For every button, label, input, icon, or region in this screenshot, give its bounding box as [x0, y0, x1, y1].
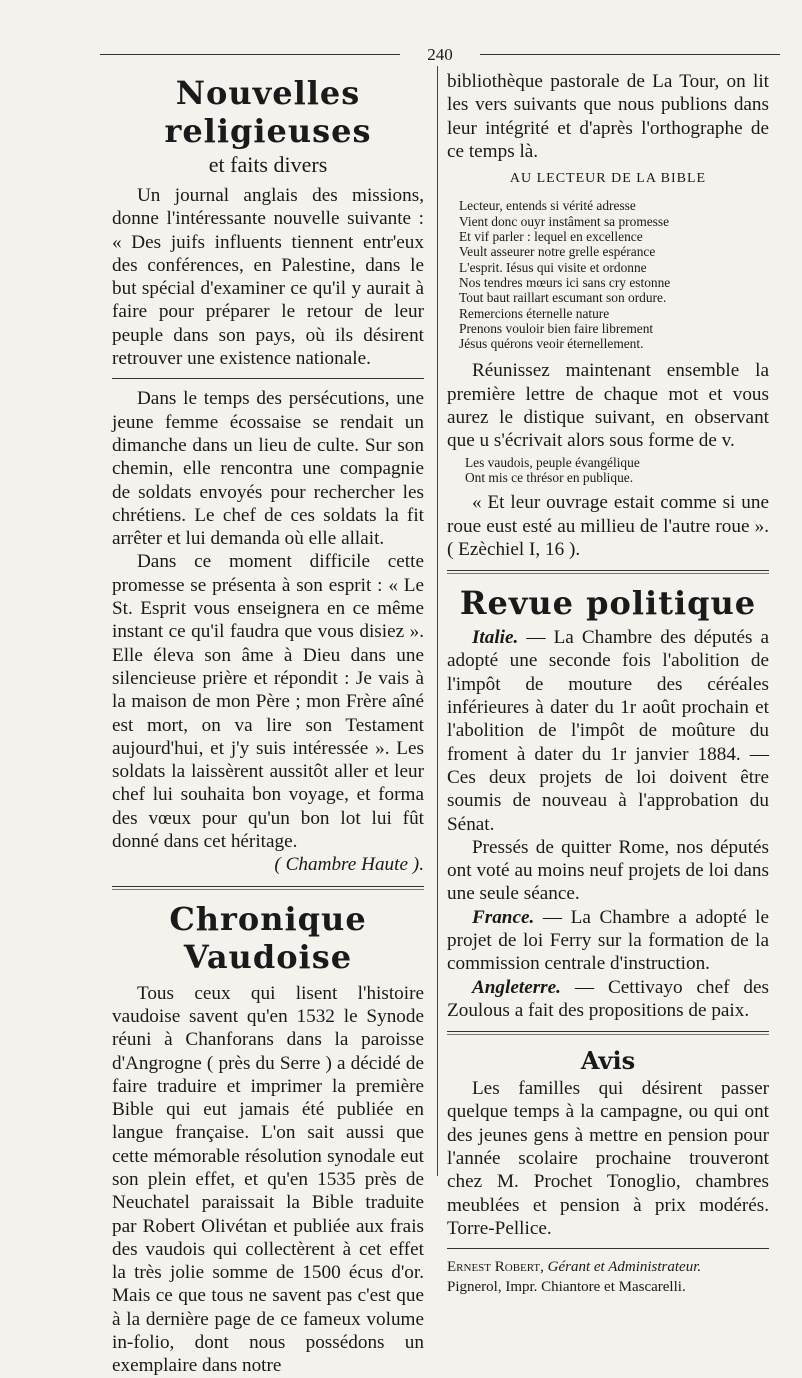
page-number: 240 — [100, 46, 780, 63]
publisher-role: Gérant et Administrateur. — [543, 1259, 702, 1276]
poem-line: Et vif parler : lequel en excellence — [459, 229, 643, 245]
poem-line: Vient donc ouyr instâment sa promesse — [459, 213, 670, 229]
article-paragraph: Réunissez maintenant ensemble la première lettre de chaque mot et vous aurez le distique suivant, en observant que u s'écrivait alors sous forme de v. — [447, 360, 769, 452]
article-paragraph: Dans le temps des persécutions, une jeune femme écossaise se rendait un dimanche dans un lieu de culte. Sur son chemin, elle rencontra une compagnie de soldats envoyés pour rechercher les chrétiens. Le chef de ces soldats la fit arrêter et lui demanda où elle allait. — [112, 388, 424, 550]
separator — [447, 1031, 769, 1035]
poem-line: Nos tendres mœurs ici sans cry estonne — [459, 274, 671, 290]
left-column — [112, 70, 424, 1378]
article-paragraph: « Et leur ouvrage estait comme si une roue eust esté au millieu de l'autre roue ». ( Ezèchiel I, 16 ). — [447, 492, 769, 560]
news-text: — La Chambre a adopté le projet de loi Ferry sur la formation de la commission centrale d'instruction. — [447, 906, 769, 975]
section-title-nouvelles: Nouvelles religieuses — [164, 74, 372, 150]
poem-line: Jésus quérons veoir éternellement. — [459, 336, 644, 352]
news-france — [447, 906, 769, 976]
separator — [112, 886, 424, 890]
poem-line: L'esprit. Iésus qui visite et ordonne — [459, 259, 647, 275]
article-paragraph: Tous ceux qui lisent l'histoire vaudoise savent qu'en 1532 le Synode réuni à Chanforans dans la paroisse d'Angrogne ( près du Serre ) a décidé de faire traduire et imprimer la première Bible qui eut jamais été publiée en langue française. L'on sait aussi que cette mémorable résolution synodale eut son plein effet, et qu'en 1535 près de Neuchatel paraissait la Bible traduite par Robert Olivétan et publiée aux frais des vaudois qui collectèrent à cet effet la très jolie somme de 1500 écus d'or. Mais ce que tous ne savent pas c'est que à la dernière page de ce fameux volume in-folio, dont nous possédons un exemplaire dans notre — [112, 982, 424, 1377]
right-column — [447, 70, 769, 1297]
notice-text: Les familles qui désirent passer quelque temps à la campagne, ou qui ont des jeunes gens à mettre en pension pour l'année scolaire prochaine trouveront chez M. Prochet Tonoglio, chambres meublées et pension à prix modérés. Torre-Pellice. — [447, 1078, 769, 1239]
separator — [447, 1248, 769, 1249]
distich-line: Ont mis ce thrésor en publique. — [465, 469, 634, 485]
news-text: — La Chambre des députés a adopté une seconde fois l'abolition de l'impôt de mouture des céréales inférieures à dater du 1r août prochain et l'abolition de l'impôt de moûture du froment à dater du 1r janvier 1884. — Ces deux projets de loi doivent être soumis de nouveau à l'approbation du Sénat. — [447, 627, 769, 835]
section-title-revue: Revue politique — [459, 584, 757, 623]
article-paragraph: bibliothèque pastorale de La Tour, on lit les vers suivants que nous publions dans leur intégrité et d'après l'orthographe de ce temps là. — [447, 71, 769, 162]
distich-line: Les vaudois, peuple évangélique — [465, 454, 640, 470]
poem-line: Lecteur, entends si vérité adresse — [459, 198, 636, 214]
section-subtitle-faits-divers: et faits divers — [208, 152, 328, 177]
publisher-name: Ernest Robert, — [447, 1259, 544, 1276]
poem-title: AU LECTEUR DE LA BIBLE — [509, 171, 707, 187]
poem — [459, 198, 769, 351]
column-divider — [437, 66, 438, 1176]
printer-line: Pignerol, Impr. Chiantore et Mascarelli. — [447, 1279, 686, 1296]
article-paragraph: Un journal anglais des missions, donne l'intéressante nouvelle suivante : « Des juifs influents tiennent entr'eux des conférences, en Palestine, dans le but spécial d'examiner ce qu'il y aurait à faire pour préparer le retour de leur peuple dans son pays, où ils désirent retrouver une existence nationale. — [112, 185, 424, 370]
news-angleterre — [447, 976, 769, 1023]
poem-line: Tout baut raillart escumant son ordure. — [459, 290, 667, 306]
poem-line: Remercions éternelle nature — [459, 305, 610, 321]
section-title-chronique: Chronique Vaudoise — [169, 899, 367, 976]
poem-line: Prenons vouloir bien faire librement — [459, 320, 654, 336]
distich — [465, 455, 769, 486]
news-italie — [447, 626, 769, 836]
notice-title: Avis — [580, 1046, 636, 1076]
country-label: Italie. — [471, 627, 519, 649]
article-paragraph: Dans ce moment difficile cette promesse se présenta à son esprit : « Le St. Esprit vous enseignera en ce même instant ce qu'il faudra que vous disiez ». Elle éleva son âme à Dieu dans une silencieuse prière et répondit : Je vais à la maison de mon Père ; mon Frère aîné est mort, on va lire son Testament aujourd'hui, et j'y suis intéressée ». Les soldats la laissèrent aussitôt aller et leur chef lui souhaita bon voyage, et forma des vœux pour qu'un bon lot lui fût donné dans cet héritage. — [112, 551, 424, 853]
country-label: France. — [471, 906, 535, 928]
news-text: — Cettivayo chef des Zoulous a fait des propositions de paix. — [447, 976, 769, 1021]
separator — [447, 570, 769, 574]
poem-line: Veult asseurer notre grelle espérance — [459, 244, 656, 260]
article-source: ( Chambre Haute ). — [274, 854, 424, 876]
publisher-line — [447, 1257, 769, 1277]
article-paragraph: Pressés de quitter Rome, nos députés ont voté au moins neuf projets de loi dans une seule séance. — [447, 836, 769, 905]
separator — [112, 378, 424, 379]
country-label: Angleterre. — [471, 976, 561, 998]
